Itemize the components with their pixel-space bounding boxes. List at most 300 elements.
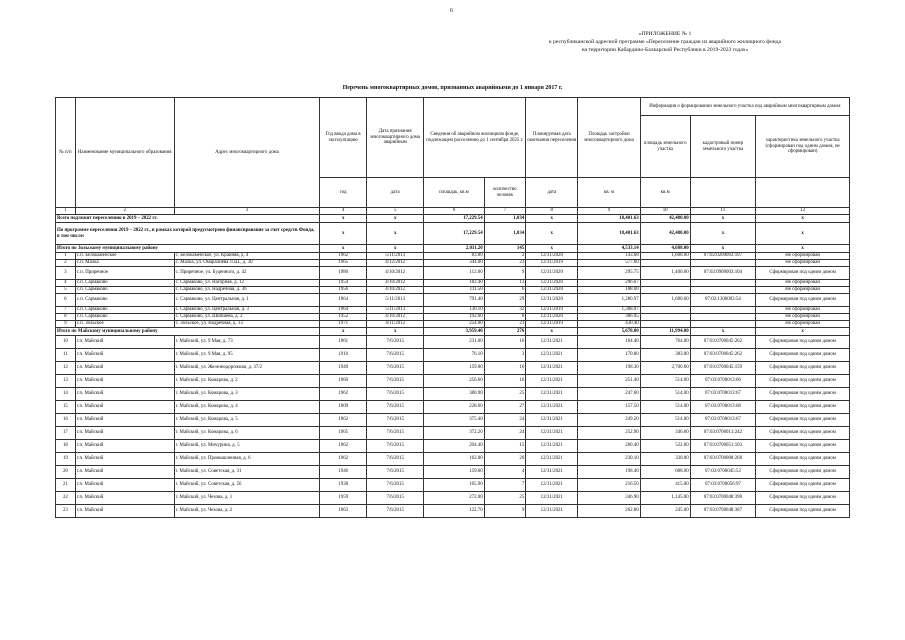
total-area-cell: 296.67	[578, 280, 640, 287]
area-cell: 204.40	[424, 440, 484, 453]
land-status-cell: Сформирован под одним домом	[756, 401, 850, 414]
summary-cell: x	[526, 328, 578, 336]
land-area-cell: 688.00	[640, 466, 690, 479]
year-cell: 1963	[320, 505, 367, 518]
summary-cell: 2,011.20	[424, 245, 484, 253]
column-number: 10	[640, 208, 690, 215]
row-number: 10	[56, 336, 76, 349]
summary-label: Итого по Зольскому муниципальному району	[56, 245, 320, 253]
municipality-cell: г.п. Майский	[75, 336, 174, 349]
year-cell: 1962	[320, 253, 367, 260]
table-row	[56, 388, 850, 401]
cadastral-cell: 07:03:0700045:262	[690, 349, 756, 362]
date-cell: 7/6/2015	[367, 349, 424, 362]
year-cell: 1938	[320, 479, 367, 492]
land-status-cell: Сформирован под одним домом	[756, 492, 850, 505]
total-area-cell: 247.60	[578, 388, 640, 401]
area-cell: 159.00	[424, 362, 484, 375]
row-number: 18	[56, 440, 76, 453]
total-area-cell: 295.75	[578, 267, 640, 280]
year-cell: 1962	[320, 440, 367, 453]
count-cell: 29	[484, 294, 526, 307]
cadastral-cell	[690, 280, 756, 287]
count-cell: 27	[484, 401, 526, 414]
row-number: 22	[56, 492, 76, 505]
total-area-cell: 170.80	[578, 349, 640, 362]
count-cell: 7	[484, 479, 526, 492]
page-number: 6	[450, 8, 453, 14]
area-cell: 162.00	[424, 453, 484, 466]
column-number: 12	[756, 208, 850, 215]
count-cell: 3	[484, 349, 526, 362]
address-cell: с. Сармаково, ул. Шипшева, д. 2	[174, 314, 320, 321]
summary-cell: x	[320, 215, 367, 223]
row-number: 20	[56, 466, 76, 479]
address-cell: г. Майский, ул. Комарова, д. 4	[174, 401, 320, 414]
municipality-cell: г.п. Майский	[75, 362, 174, 375]
area-cell: 112.00	[424, 267, 484, 280]
year-cell: 1965	[320, 260, 367, 267]
address-cell: г. Майский, ул. Комарова, д. 6	[174, 427, 320, 440]
area-cell: 254.00	[424, 321, 484, 328]
count-cell: 25	[484, 388, 526, 401]
date-cell: 5/11/2013	[367, 253, 424, 260]
municipality-cell: г.п. Майский	[75, 427, 174, 440]
area-cell: 182.40	[424, 280, 484, 287]
column-number: 9	[578, 208, 640, 215]
municipality-cell: г.п. Майский	[75, 401, 174, 414]
row-number: 1	[56, 253, 76, 260]
header-cadastral: кадастровый номер земельного участка	[690, 116, 756, 178]
column-number: 5	[367, 208, 424, 215]
table-row	[56, 401, 850, 414]
row-number: 12	[56, 362, 76, 375]
count-cell: 15	[484, 440, 526, 453]
count-cell: 25	[484, 492, 526, 505]
area-cell: 380.90	[424, 388, 484, 401]
area-cell: 130.10	[424, 307, 484, 314]
planned-date-cell: 12/31/2021	[526, 479, 578, 492]
count-cell: 23	[484, 260, 526, 267]
land-area-cell	[640, 280, 690, 287]
land-area-cell: 522.00	[640, 440, 690, 453]
address-cell: с. Сармаково, ул. Центральная, д. 1	[174, 294, 320, 307]
municipality-cell: с.п. Зольское	[75, 321, 174, 328]
planned-date-cell: 12/31/2020	[526, 314, 578, 321]
summary-cell: x	[367, 328, 424, 336]
year-cell: 1952	[320, 314, 367, 321]
land-area-cell: 1,608.00	[640, 253, 690, 260]
table-row	[56, 280, 850, 287]
planned-date-cell: 12/31/2021	[526, 466, 578, 479]
municipality-cell: г.п. Майский	[75, 388, 174, 401]
count-cell: 24	[484, 427, 526, 440]
date-cell: 4/12/2012	[367, 260, 424, 267]
land-area-cell: 514.00	[640, 401, 690, 414]
planned-date-cell: 12/31/2021	[526, 414, 578, 427]
cadastral-cell: 07:03:0700013:242	[690, 427, 756, 440]
unit-count: количество человек	[484, 178, 526, 208]
total-area-cell: 164.40	[578, 336, 640, 349]
planned-date-cell: 12/31/2020	[526, 253, 578, 260]
summary-row	[56, 215, 850, 223]
land-area-cell: 383.00	[640, 349, 690, 362]
land-area-cell: 245.00	[640, 505, 690, 518]
area-cell: 344.00	[424, 260, 484, 267]
cadastral-cell: 07:03:0700013:66	[690, 375, 756, 388]
area-cell: 192.00	[424, 314, 484, 321]
address-cell: г. Майский, ул. Чехова, д. 2	[174, 505, 320, 518]
count-cell: 16	[484, 336, 526, 349]
column-number: 2	[75, 208, 174, 215]
year-cell: 1962	[320, 453, 367, 466]
municipality-cell: г.п. Майский	[75, 492, 174, 505]
row-number: 8	[56, 314, 76, 321]
column-number: 8	[526, 208, 578, 215]
area-cell: 76.10	[424, 349, 484, 362]
land-status-cell: Сформирован под одним домом	[756, 479, 850, 492]
date-cell: 7/6/2015	[367, 401, 424, 414]
area-cell: 791.40	[424, 294, 484, 307]
year-cell: 1971	[320, 321, 367, 328]
summary-cell: 4,533.14	[578, 245, 640, 253]
planned-date-cell: 12/31/2021	[526, 375, 578, 388]
municipality-cell: г.п. Майский	[75, 453, 174, 466]
area-cell: 372.20	[424, 427, 484, 440]
summary-cell: x	[756, 245, 850, 253]
row-number: 16	[56, 414, 76, 427]
land-status-cell: Сформирован под одним домом	[756, 349, 850, 362]
summary-cell: x	[690, 328, 756, 336]
land-area-cell: 1,400.00	[640, 267, 690, 280]
table-row	[56, 307, 850, 314]
table-row	[56, 260, 850, 267]
address-cell: с. Зольское, ул. Надречная, д. 13	[174, 321, 320, 328]
address-cell: г. Майский, ул. Комарова, д. 5	[174, 414, 320, 427]
summary-cell: x	[690, 215, 756, 223]
summary-cell: 5,678.00	[578, 328, 640, 336]
land-status-cell: Не сформирован	[756, 307, 850, 314]
land-status-cell: Не сформирован	[756, 260, 850, 267]
address-cell: г. Майский, ул. Советская, д. 31	[174, 466, 320, 479]
cadastral-cell: 07:03:0700045:262	[690, 336, 756, 349]
planned-date-cell: 12/31/2021	[526, 453, 578, 466]
summary-cell: 4,688.00	[640, 245, 690, 253]
date-cell: 4/10/2012	[367, 267, 424, 280]
date-cell: 7/6/2015	[367, 453, 424, 466]
total-area-cell: 249.20	[578, 414, 640, 427]
land-status-cell: Сформирован под одним домом	[756, 375, 850, 388]
planned-date-cell: 12/31/2020	[526, 287, 578, 294]
cadastral-cell: 07:03:0700045:159	[690, 362, 756, 375]
cadastral-cell: 07:02:0200003:107	[690, 253, 756, 260]
table-row	[56, 349, 850, 362]
cadastral-cell	[690, 260, 756, 267]
table-row	[56, 466, 850, 479]
municipality-cell: г.п. Майский	[75, 414, 174, 427]
planned-date-cell: 12/31/2021	[526, 362, 578, 375]
header-num: № п/п	[56, 98, 76, 208]
summary-cell: 17,229.54	[424, 223, 484, 245]
count-cell: 16	[484, 375, 526, 388]
table-row	[56, 287, 850, 294]
land-area-cell: 764.00	[640, 336, 690, 349]
summary-label: По программе переселения 2019 – 2022 гг., в рамках которой предусмотрено финансирование за счет средств Фонда, в том числе:	[56, 223, 320, 245]
date-cell: 7/6/2015	[367, 427, 424, 440]
land-status-cell: Сформирован под одним домом	[756, 466, 850, 479]
year-cell: 1946	[320, 466, 367, 479]
cadastral-cell: 07:03:0700013:67	[690, 414, 756, 427]
cadastral-cell	[690, 307, 756, 314]
table-row	[56, 453, 850, 466]
table-row	[56, 479, 850, 492]
land-area-cell: 330.00	[640, 453, 690, 466]
row-number: 23	[56, 505, 76, 518]
planned-date-cell: 12/31/2021	[526, 492, 578, 505]
row-number: 21	[56, 479, 76, 492]
land-status-cell: Не сформирован	[756, 314, 850, 321]
total-area-cell: 430.40	[578, 321, 640, 328]
planned-date-cell: 12/31/2021	[526, 401, 578, 414]
summary-cell: x	[367, 223, 424, 245]
date-cell: 7/6/2015	[367, 362, 424, 375]
planned-date-cell: 12/31/2021	[526, 388, 578, 401]
land-status-cell: Сформирован под одним домом	[756, 267, 850, 280]
total-area-cell: 251.40	[578, 375, 640, 388]
count-cell: 13	[484, 280, 526, 287]
header-land-info: Информация о формировании земельного участка под аварийным многоквартирным домом	[640, 98, 849, 116]
total-area-cell: 252.90	[578, 427, 640, 440]
address-cell: с. Приречное, ул. Буденного, д. 42	[174, 267, 320, 280]
count-cell: 16	[484, 362, 526, 375]
date-cell: 5/11/2013	[367, 307, 424, 314]
table-row	[56, 253, 850, 260]
count-cell: 24	[484, 414, 526, 427]
date-cell: 7/6/2015	[367, 466, 424, 479]
summary-cell: x	[756, 223, 850, 245]
cadastral-cell	[690, 321, 756, 328]
year-cell: 1962	[320, 388, 367, 401]
land-area-cell	[640, 321, 690, 328]
header-address: Адрес многоквартирного дома	[174, 98, 320, 208]
land-area-cell: 415.00	[640, 479, 690, 492]
municipality-cell: с.п. Белокаменское	[75, 253, 174, 260]
area-cell: 165.90	[424, 479, 484, 492]
land-status-cell: Сформирован под одним домом	[756, 336, 850, 349]
total-area-cell: 216.50	[578, 479, 640, 492]
cadastral-cell: 07:03:0700048:387	[690, 505, 756, 518]
year-cell: 1910	[320, 349, 367, 362]
land-status-cell: Не сформирован	[756, 253, 850, 260]
row-number: 19	[56, 453, 76, 466]
cadastral-cell: 07:03:0700013:68	[690, 401, 756, 414]
group-total-row	[56, 245, 850, 253]
planned-date-cell: 12/31/2021	[526, 440, 578, 453]
date-cell: 7/6/2015	[367, 440, 424, 453]
column-number: 11	[690, 208, 756, 215]
area-cell: 231.00	[424, 336, 484, 349]
total-area-cell: 262.80	[578, 505, 640, 518]
row-number: 5	[56, 287, 76, 294]
table-row	[56, 314, 850, 321]
row-number: 17	[56, 427, 76, 440]
land-area-cell: 514.00	[640, 388, 690, 401]
year-cell: 1964	[320, 307, 367, 314]
count-cell: 8	[484, 314, 526, 321]
summary-cell: 1,034	[484, 223, 526, 245]
summary-label: Итого по Майскому муниципальному району	[56, 328, 320, 336]
column-number: 3	[174, 208, 320, 215]
municipality-cell: г.п. Майский	[75, 505, 174, 518]
row-number: 2	[56, 260, 76, 267]
year-cell: 1980	[320, 267, 367, 280]
date-cell: 7/6/2015	[367, 375, 424, 388]
header-fund: Сведения об аварийном жилищном фонде, подлежащем расселению до 1 сентября 2025 г.	[424, 98, 526, 178]
date-cell: 4/10/2012	[367, 287, 424, 294]
planned-date-cell: 12/31/2019	[526, 321, 578, 328]
municipality-cell: г.п. Майский	[75, 479, 174, 492]
date-cell: 7/6/2015	[367, 492, 424, 505]
date-cell: 7/6/2015	[367, 414, 424, 427]
header-date: Дата признания многоквартирного дома аварийным	[367, 98, 424, 178]
year-cell: 1909	[320, 401, 367, 414]
address-cell: с. Белокаменское, ул. Крайняя, д. 4	[174, 253, 320, 260]
table-row	[56, 440, 850, 453]
header-land-area: площадь земельного участка	[640, 116, 690, 178]
land-status-cell: Не сформирован	[756, 321, 850, 328]
cadastral-cell: 07:02:1300003:54	[690, 294, 756, 307]
municipality-cell: с.п. Сармаково	[75, 287, 174, 294]
land-status-cell: Сформирован под одним домом	[756, 427, 850, 440]
address-cell: г. Майский, ул. Комарова, д. 2	[174, 375, 320, 388]
total-area-cell: 198.40	[578, 466, 640, 479]
total-area-cell: 230.10	[578, 453, 640, 466]
land-area-cell: 1,145.00	[640, 492, 690, 505]
summary-cell: 18,401.63	[578, 215, 640, 223]
planned-date-cell: 12/31/2021	[526, 336, 578, 349]
address-cell: г. Майский, ул. 9 Мая, д. 95	[174, 349, 320, 362]
row-number: 4	[56, 280, 76, 287]
total-area-cell: 143.68	[578, 253, 640, 260]
total-area-cell: 1,280.97	[578, 294, 640, 307]
total-area-cell: 306.95	[578, 314, 640, 321]
summary-cell: x	[320, 245, 367, 253]
summary-cell: 1,034	[484, 215, 526, 223]
land-area-cell: 2,700.00	[640, 362, 690, 375]
header-planned: Планируемая дата окончания переселения	[526, 98, 578, 178]
year-cell: 1965	[320, 427, 367, 440]
count-cell: 6	[484, 287, 526, 294]
area-cell: 83.80	[424, 253, 484, 260]
summary-cell: x	[756, 215, 850, 223]
summary-row	[56, 223, 850, 245]
row-number: 9	[56, 321, 76, 328]
count-cell: 9	[484, 267, 526, 280]
land-area-cell: 1,680.00	[640, 294, 690, 307]
planned-date-cell: 12/31/2020	[526, 294, 578, 307]
table-row	[56, 414, 850, 427]
summary-cell: 11,994.00	[640, 328, 690, 336]
municipality-cell: с.п. Сармаково	[75, 294, 174, 307]
land-area-cell: 514.00	[640, 414, 690, 427]
area-cell: 159.60	[424, 466, 484, 479]
date-cell: 4/10/2012	[367, 280, 424, 287]
year-cell: 1964	[320, 294, 367, 307]
appendix-header	[485, 30, 845, 54]
count-cell: 32	[484, 307, 526, 314]
planned-date-cell: 12/31/2020	[526, 280, 578, 287]
year-cell: 1961	[320, 336, 367, 349]
municipality-cell: с.п. Приречное	[75, 267, 174, 280]
summary-cell: 3,959.40	[424, 328, 484, 336]
appendix-line: к республиканской адресной программе «Переселение граждан из аварийного жилищного фонда	[549, 39, 781, 45]
land-status-cell: Не сформирован	[756, 287, 850, 294]
header-year: Год ввода дома в эксплуатацию	[320, 98, 367, 178]
address-cell: с. Сармаково, ул. Надречная, д. 3б	[174, 287, 320, 294]
appendix-line: «ПРИЛОЖЕНИЕ № 1	[638, 31, 692, 37]
summary-cell: x	[526, 223, 578, 245]
table-row	[56, 505, 850, 518]
area-cell: 375.40	[424, 414, 484, 427]
date-cell: 7/6/2015	[367, 336, 424, 349]
summary-cell: 42,480.00	[640, 223, 690, 245]
date-cell: 7/6/2015	[367, 505, 424, 518]
table-row	[56, 362, 850, 375]
address-cell: с. Сармаково, ул. Центральная, д. 3	[174, 307, 320, 314]
table-row	[56, 427, 850, 440]
column-number: 4	[320, 208, 367, 215]
table-row	[56, 336, 850, 349]
header-land-char: характеристика земельного участка (сформирован под одним домом, не сформирован)	[756, 116, 850, 178]
address-cell: с. Сармаково, ул. Нагорная, д. 12	[174, 280, 320, 287]
total-area-cell: 1,308.07	[578, 307, 640, 314]
summary-cell: 18,401.63	[578, 223, 640, 245]
address-cell: г. Майский, ул. Промышленная, д. 6	[174, 453, 320, 466]
municipality-cell: с.п. Сармаково	[75, 280, 174, 287]
cadastral-cell	[690, 287, 756, 294]
column-number: 1	[56, 208, 76, 215]
column-number: 6	[424, 208, 484, 215]
date-cell: 7/6/2015	[367, 479, 424, 492]
summary-cell: x	[367, 215, 424, 223]
count-cell: 4	[484, 466, 526, 479]
land-status-cell: Сформирован под одним домом	[756, 362, 850, 375]
summary-cell: x	[367, 245, 424, 253]
year-cell: 1949	[320, 362, 367, 375]
row-number: 7	[56, 307, 76, 314]
summary-cell: 42,480.00	[640, 215, 690, 223]
planned-date-cell: 12/31/2020	[526, 267, 578, 280]
summary-cell: x	[526, 215, 578, 223]
document-title: Перечень многоквартирных домов, признанных аварийными до 1 января 2017 г.	[342, 85, 563, 91]
address-cell: г. Майский, ул. Чехова, д. 1	[174, 492, 320, 505]
unit-date: дата	[367, 178, 424, 208]
unit-sqm: кв. м	[578, 178, 640, 208]
summary-label: Всего подлежит переселению в 2019 – 2022 гг.	[56, 215, 320, 223]
date-cell: 4/10/2012	[367, 314, 424, 321]
planned-date-cell: 12/31/2021	[526, 349, 578, 362]
land-status-cell: Сформирован под одним домом	[756, 414, 850, 427]
land-area-cell	[640, 260, 690, 267]
year-cell: 1956	[320, 287, 367, 294]
cadastral-cell: 07:02:0900003:104	[690, 267, 756, 280]
address-cell: г. Майский, ул. Железнодорожная, д. 37/2	[174, 362, 320, 375]
group-total-row	[56, 328, 850, 336]
land-area-cell	[640, 314, 690, 321]
count-cell: 20	[484, 453, 526, 466]
unit-date2: дата	[526, 178, 578, 208]
address-cell: г. Майский, ул. Комарова, д. 3	[174, 388, 320, 401]
